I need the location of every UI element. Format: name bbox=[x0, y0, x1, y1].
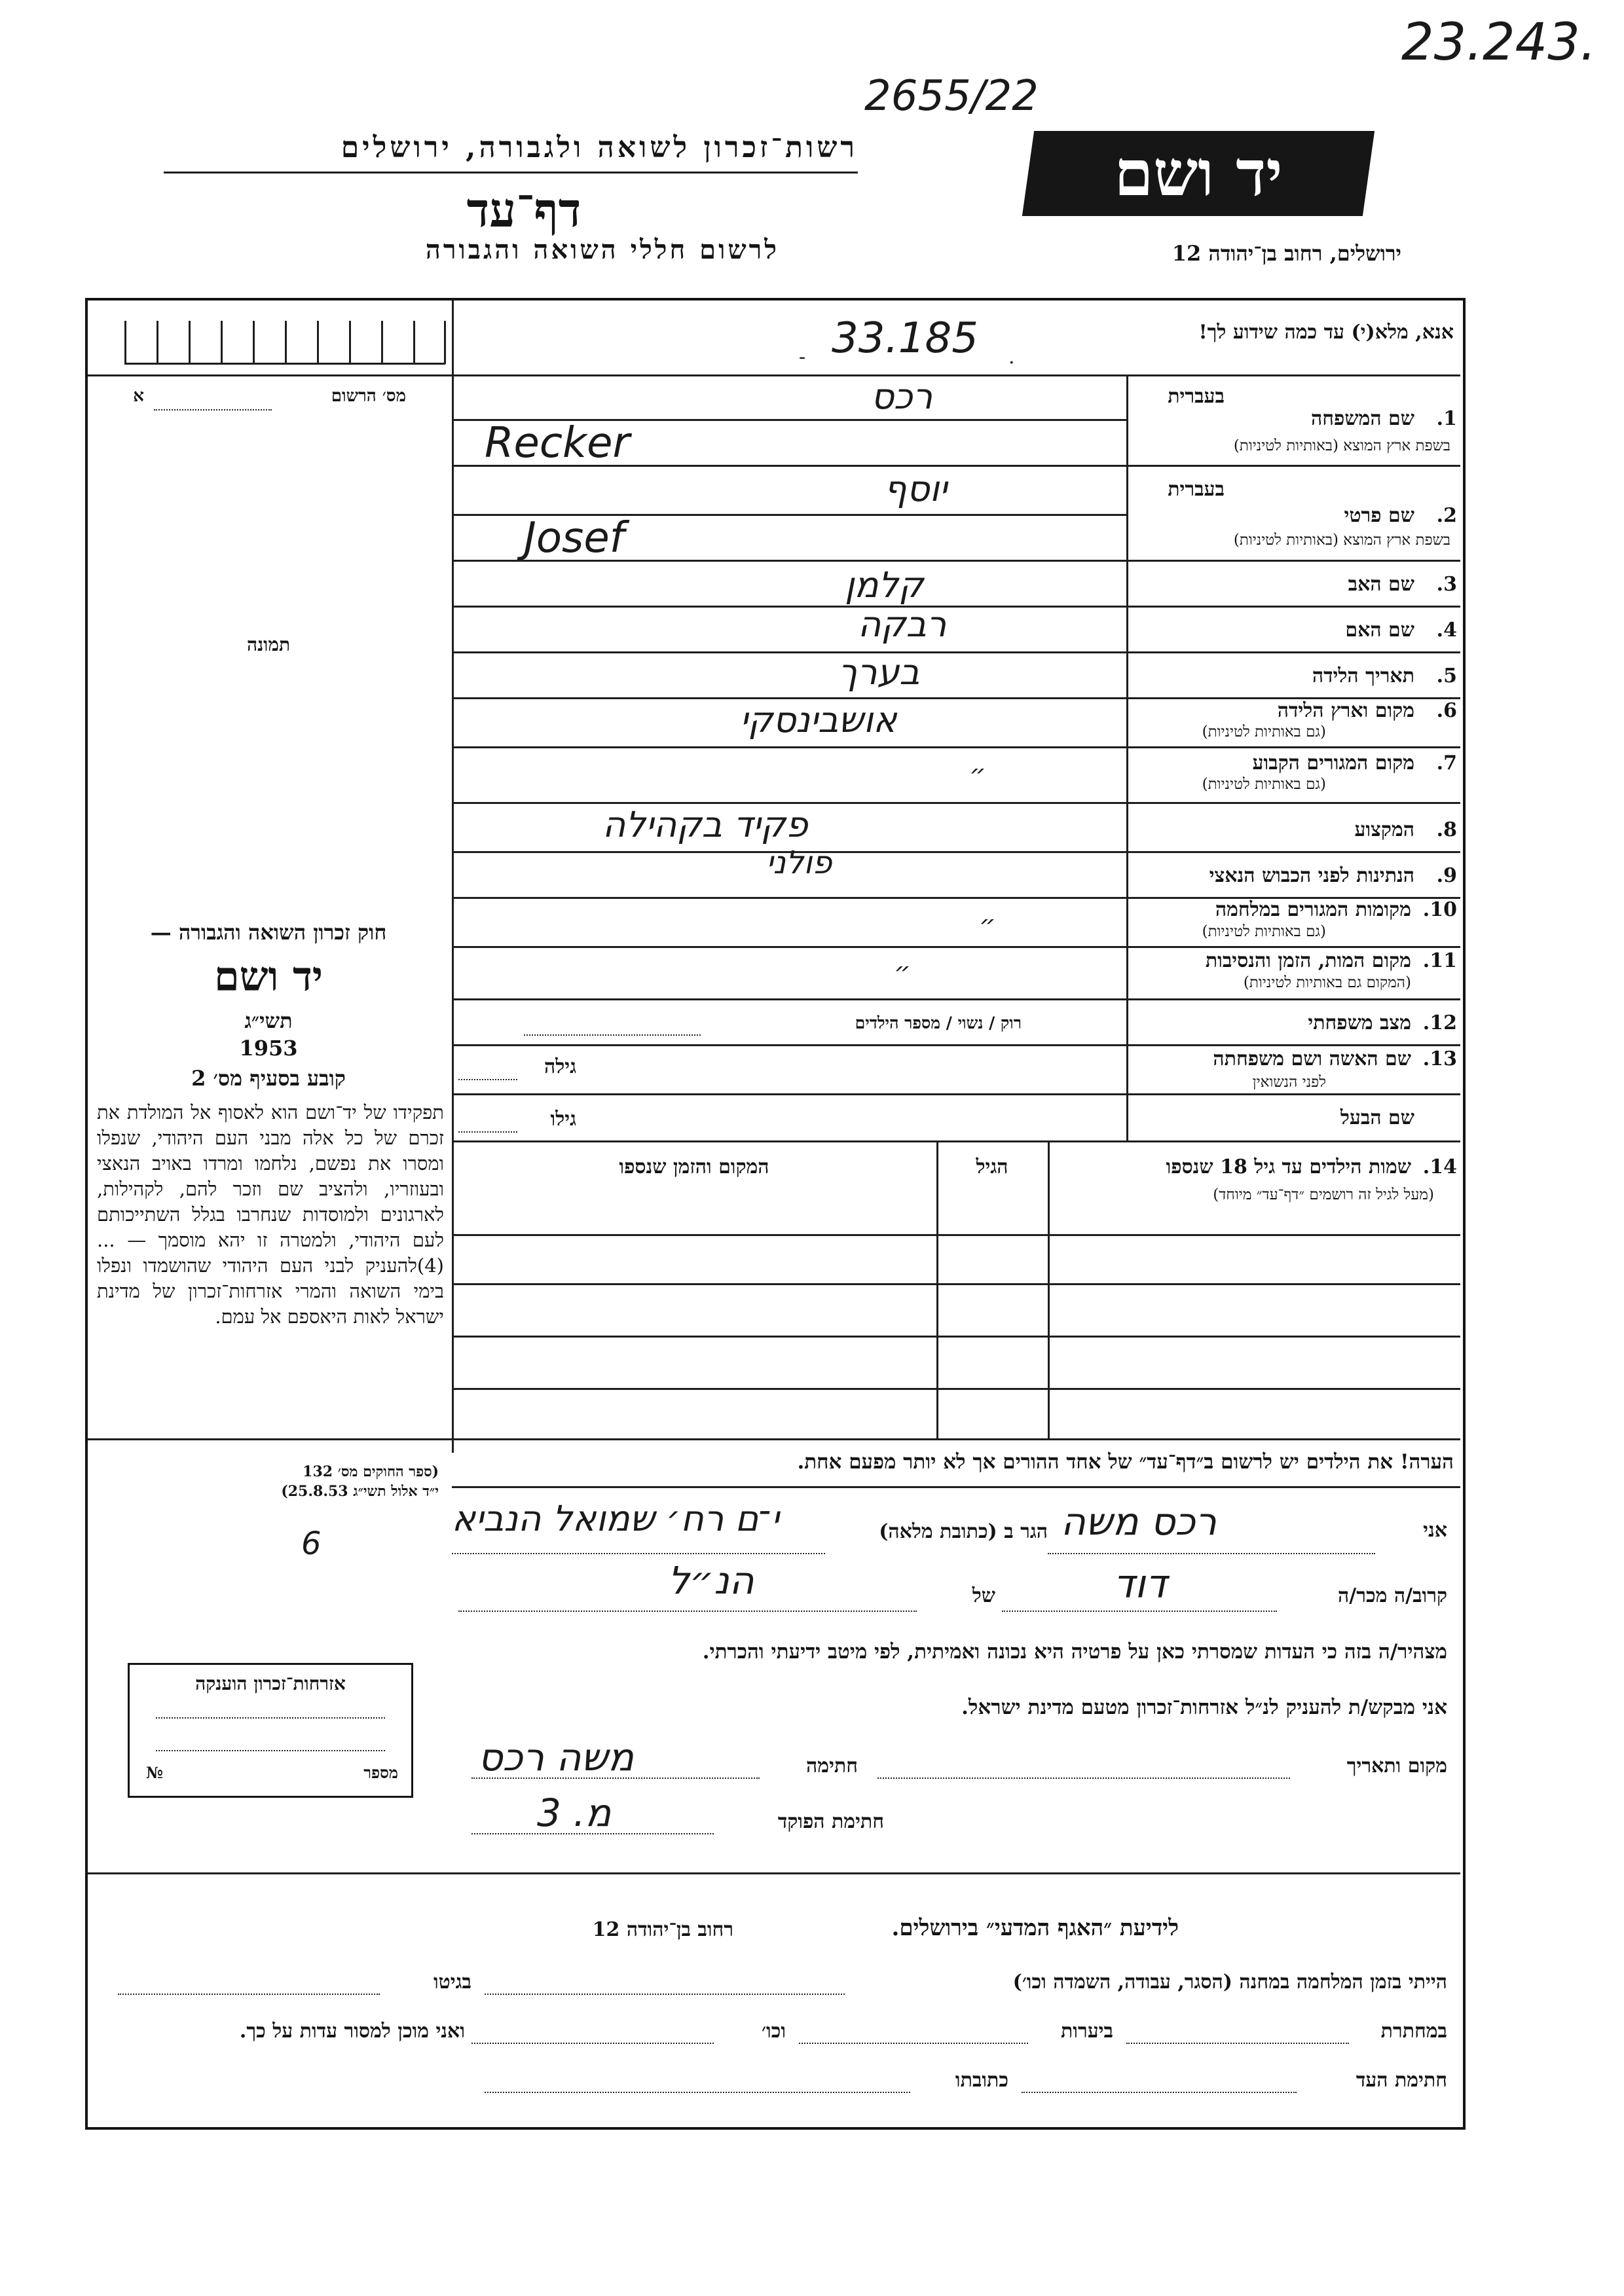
of-label: של bbox=[972, 1584, 995, 1607]
witness-signature-label: חתימת העד bbox=[1356, 2069, 1447, 2092]
declarant-signature[interactable]: משה רכס bbox=[478, 1735, 634, 1779]
law-heading: חוק זכרון השואה והגבורה — bbox=[150, 920, 387, 945]
citizenship-number-suffix: № bbox=[146, 1763, 164, 1782]
field-8-value[interactable]: פקיד בקהילה bbox=[602, 804, 808, 845]
field-11-sub: (המקום גם באותיות לטיניות) bbox=[1243, 974, 1411, 991]
field-7-value[interactable]: ״ bbox=[969, 759, 986, 790]
field-11-number: 11. bbox=[1422, 949, 1457, 972]
declarant-address[interactable]: י־ם רח׳ שמואל הנביא bbox=[452, 1498, 779, 1539]
children-age-column: הגיל bbox=[976, 1156, 1008, 1178]
law-source: (ספר החוקים מס׳ 132 bbox=[303, 1463, 439, 1480]
declaration-statement: מצהיר/ה בזה כי העדות שמסרתי כאן על פרטיה היא נכונה ואמיתית, לפי מיטב ידיעתי והכרתי. bbox=[702, 1640, 1447, 1664]
field-6-value[interactable]: אושבינסקי bbox=[740, 699, 897, 740]
children-note: הערה! את הילדים יש לרשום ב״דף־עד״ של אחד ההורים אך לא יותר מפעם אחת. bbox=[797, 1450, 1454, 1474]
husband-name-label: שם הבעל bbox=[1340, 1106, 1414, 1129]
law-year-hebrew: תשי״ג bbox=[244, 1008, 293, 1033]
relation-value[interactable]: דוד bbox=[1113, 1561, 1167, 1607]
resides-label: הגר ב (כתובת מלאה) bbox=[879, 1520, 1048, 1543]
field-12-options[interactable]: רוק / נשוי / מספר הילדים bbox=[855, 1013, 1022, 1032]
field-3-label: שם האב bbox=[1348, 573, 1414, 596]
field-3-number: 3. bbox=[1436, 573, 1457, 596]
archive-partisans: במחתרת bbox=[1380, 2020, 1447, 2043]
field-13-age-label: גילה bbox=[544, 1055, 576, 1078]
registration-no-label: מס׳ הרשום bbox=[331, 386, 406, 406]
citizenship-granted-box bbox=[128, 1663, 413, 1798]
law-clause: קובע בסעיף מס׳ 2 bbox=[191, 1066, 346, 1091]
field-9-label: הנתינות לפני הכבוש הנאצי bbox=[1209, 864, 1414, 887]
field-5-number: 5. bbox=[1436, 665, 1457, 687]
relative-label: קרוב/ה מכר/ה bbox=[1338, 1584, 1447, 1607]
registration-no-suffix: א bbox=[133, 386, 144, 406]
photo-placeholder-label: תמונה bbox=[246, 634, 291, 655]
children-sub: (מעל לגיל זה רושמים ״דף־עד״ מיוחד) bbox=[1213, 1186, 1434, 1203]
registration-digit-boxes bbox=[124, 321, 445, 365]
field-13-number: 13. bbox=[1422, 1048, 1457, 1070]
yad-vashem-logo bbox=[1022, 131, 1375, 216]
field-2-label: שם פרטי bbox=[1344, 504, 1414, 527]
field-9-value[interactable]: פולני bbox=[766, 845, 832, 881]
law-year: 1953 bbox=[239, 1036, 298, 1061]
field-1-hebrew-value[interactable]: רכס bbox=[871, 376, 933, 417]
field-8-label: המקצוע bbox=[1354, 818, 1414, 841]
field-11-value[interactable]: ״ bbox=[894, 957, 911, 987]
field-2-hebrew-value[interactable]: יוסף bbox=[884, 468, 948, 509]
field-9-number: 9. bbox=[1436, 864, 1457, 887]
field-8-number: 8. bbox=[1436, 818, 1457, 841]
field-1-sub: בשפת ארץ המוצא (באותיות לטיניות) bbox=[1233, 437, 1450, 454]
field-4-value[interactable]: רבקה bbox=[858, 604, 947, 645]
field-2-number: 2. bbox=[1436, 504, 1457, 527]
place-date-label: מקום ותאריך bbox=[1346, 1755, 1447, 1777]
field-7-sub: (גם באותיות לטיניות) bbox=[1202, 776, 1326, 793]
husband-age-label: גילו bbox=[550, 1108, 576, 1131]
please-fill-instruction: אנא, מלא(י) עד כמה שידוע לך! bbox=[1198, 321, 1454, 344]
archive-address: רחוב בן־יהודה 12 bbox=[592, 1918, 733, 1941]
field-10-label: מקומות המגורים במלחמה bbox=[1215, 898, 1411, 921]
archive-forests: ביערות bbox=[1060, 2020, 1113, 2043]
field-11-label: מקום המות, הזמן והנסיבות bbox=[1205, 949, 1411, 972]
archive-etc: וכו׳ bbox=[762, 2020, 786, 2043]
field-10-sub: (גם באותיות לטיניות) bbox=[1202, 923, 1326, 940]
field-6-label: מקום וארץ הלידה bbox=[1277, 699, 1414, 722]
archive-camp-line: הייתי בזמן המלחמה במחנה (הסגר, עבודה, השמדה וכו׳) bbox=[1012, 1971, 1447, 1994]
archive-title: לידיעת ״האגף המדעי״ בירושלים. bbox=[891, 1915, 1179, 1941]
header-address: ירושלים, רחוב בן־יהודה 12 bbox=[1172, 241, 1401, 266]
field-13-sub: לפני הנשואין bbox=[1252, 1074, 1326, 1091]
official-signature[interactable]: 3 .מ bbox=[537, 1791, 612, 1835]
of-value[interactable]: הנ״ל bbox=[668, 1558, 754, 1603]
field-6-sub: (גם באותיות לטיניות) bbox=[1202, 723, 1326, 740]
doc-number-annotation: 23.243. bbox=[1401, 13, 1596, 72]
field-2-latin-value[interactable]: Josef bbox=[524, 514, 625, 562]
field-10-value[interactable]: ״ bbox=[979, 910, 996, 940]
field-1-hebrew-tag: בעברית bbox=[1168, 385, 1225, 408]
archive-ghetto: בגיטו bbox=[433, 1971, 471, 1994]
field-1-label: שם המשפחה bbox=[1310, 407, 1414, 430]
children-place-column: המקום והזמן שנספו bbox=[619, 1156, 769, 1178]
children-number: 14. bbox=[1422, 1156, 1457, 1178]
children-heading: שמות הילדים עד גיל 18 שנספו bbox=[1166, 1156, 1411, 1178]
field-2-hebrew-tag: בעברית bbox=[1168, 478, 1225, 501]
field-12-number: 12. bbox=[1422, 1011, 1457, 1034]
field-7-number: 7. bbox=[1436, 752, 1457, 774]
citizenship-title: אזרחות־זכרון הוענקה bbox=[195, 1673, 346, 1694]
handwritten-number: 33.185 bbox=[832, 314, 978, 363]
field-2-sub: בשפת ארץ המוצא (באותיות לטיניות) bbox=[1233, 532, 1450, 549]
field-4-label: שם האם bbox=[1345, 619, 1414, 642]
law-name: יד ושם bbox=[213, 953, 323, 1000]
archive-willing: ואני מוכן למסור עדות על כך. bbox=[239, 2020, 465, 2043]
form-subtitle: לרשום חללי השואה והגבורה bbox=[425, 234, 779, 265]
field-6-number: 6. bbox=[1436, 699, 1457, 722]
law-date: י״ד אלול תשי״ג 25.8.53) bbox=[281, 1483, 439, 1500]
form-title: דף־עד bbox=[466, 182, 581, 238]
declaration-ani: אני bbox=[1423, 1519, 1447, 1542]
field-4-number: 4. bbox=[1436, 619, 1457, 642]
declarant-address-number[interactable]: 6 bbox=[301, 1525, 322, 1562]
file-reference-annotation: 2655/22 bbox=[864, 72, 1039, 120]
field-3-value[interactable]: קלמן bbox=[845, 564, 924, 606]
witness-address-label: כתובתו bbox=[955, 2069, 1008, 2092]
authority-name: רשות־זכרון לשואה ולגבורה, ירושלים bbox=[341, 131, 858, 164]
field-1-number: 1. bbox=[1436, 407, 1457, 430]
field-13-label: שם האשה ושם משפחתה bbox=[1213, 1048, 1411, 1070]
field-5-value[interactable]: בערך bbox=[838, 651, 920, 693]
signature-label: חתימה bbox=[806, 1755, 858, 1777]
field-12-label: מצב משפחתי bbox=[1308, 1011, 1411, 1034]
declaration-request: אני מבקש/ת להעניק לנ״ל אזרחות־זכרון מטעם מדינת ישראל. bbox=[961, 1696, 1447, 1719]
field-5-label: תאריך הלידה bbox=[1312, 665, 1414, 687]
field-7-label: מקום המגורים הקבוע bbox=[1252, 752, 1414, 774]
citizenship-number-label: מספר bbox=[363, 1763, 398, 1782]
declarant-name[interactable]: רכס משה bbox=[1061, 1499, 1217, 1544]
field-10-number: 10. bbox=[1422, 898, 1457, 921]
official-signature-label: חתימת הפוקד bbox=[777, 1810, 884, 1833]
field-1-latin-value[interactable]: Recker bbox=[485, 419, 630, 467]
law-text: תפקידו של יד־ושם הוא לאסוף אל המולדת את זכרם של כל אלה מבני העם היהודי, שנפלו ומסרו את נפשם, נלחמו ומרדו באויב הנאצי ובעוזריו, ולהציב שם וזכר להם, לקהילות, לארגונים ולמוסדות שנחרבו בגלל השתייכותם לעם היהודי, ולמטרה זו יהא מוסמך — ...(4)להעניק לבני העם היהודי שהושמדו ונפלו בימי השואה והמרי אזרחות־זכרון של מדינת ישראל לאות היאספם אל עמם. bbox=[97, 1101, 444, 1328]
logo-text: יד ושם bbox=[1114, 136, 1283, 210]
